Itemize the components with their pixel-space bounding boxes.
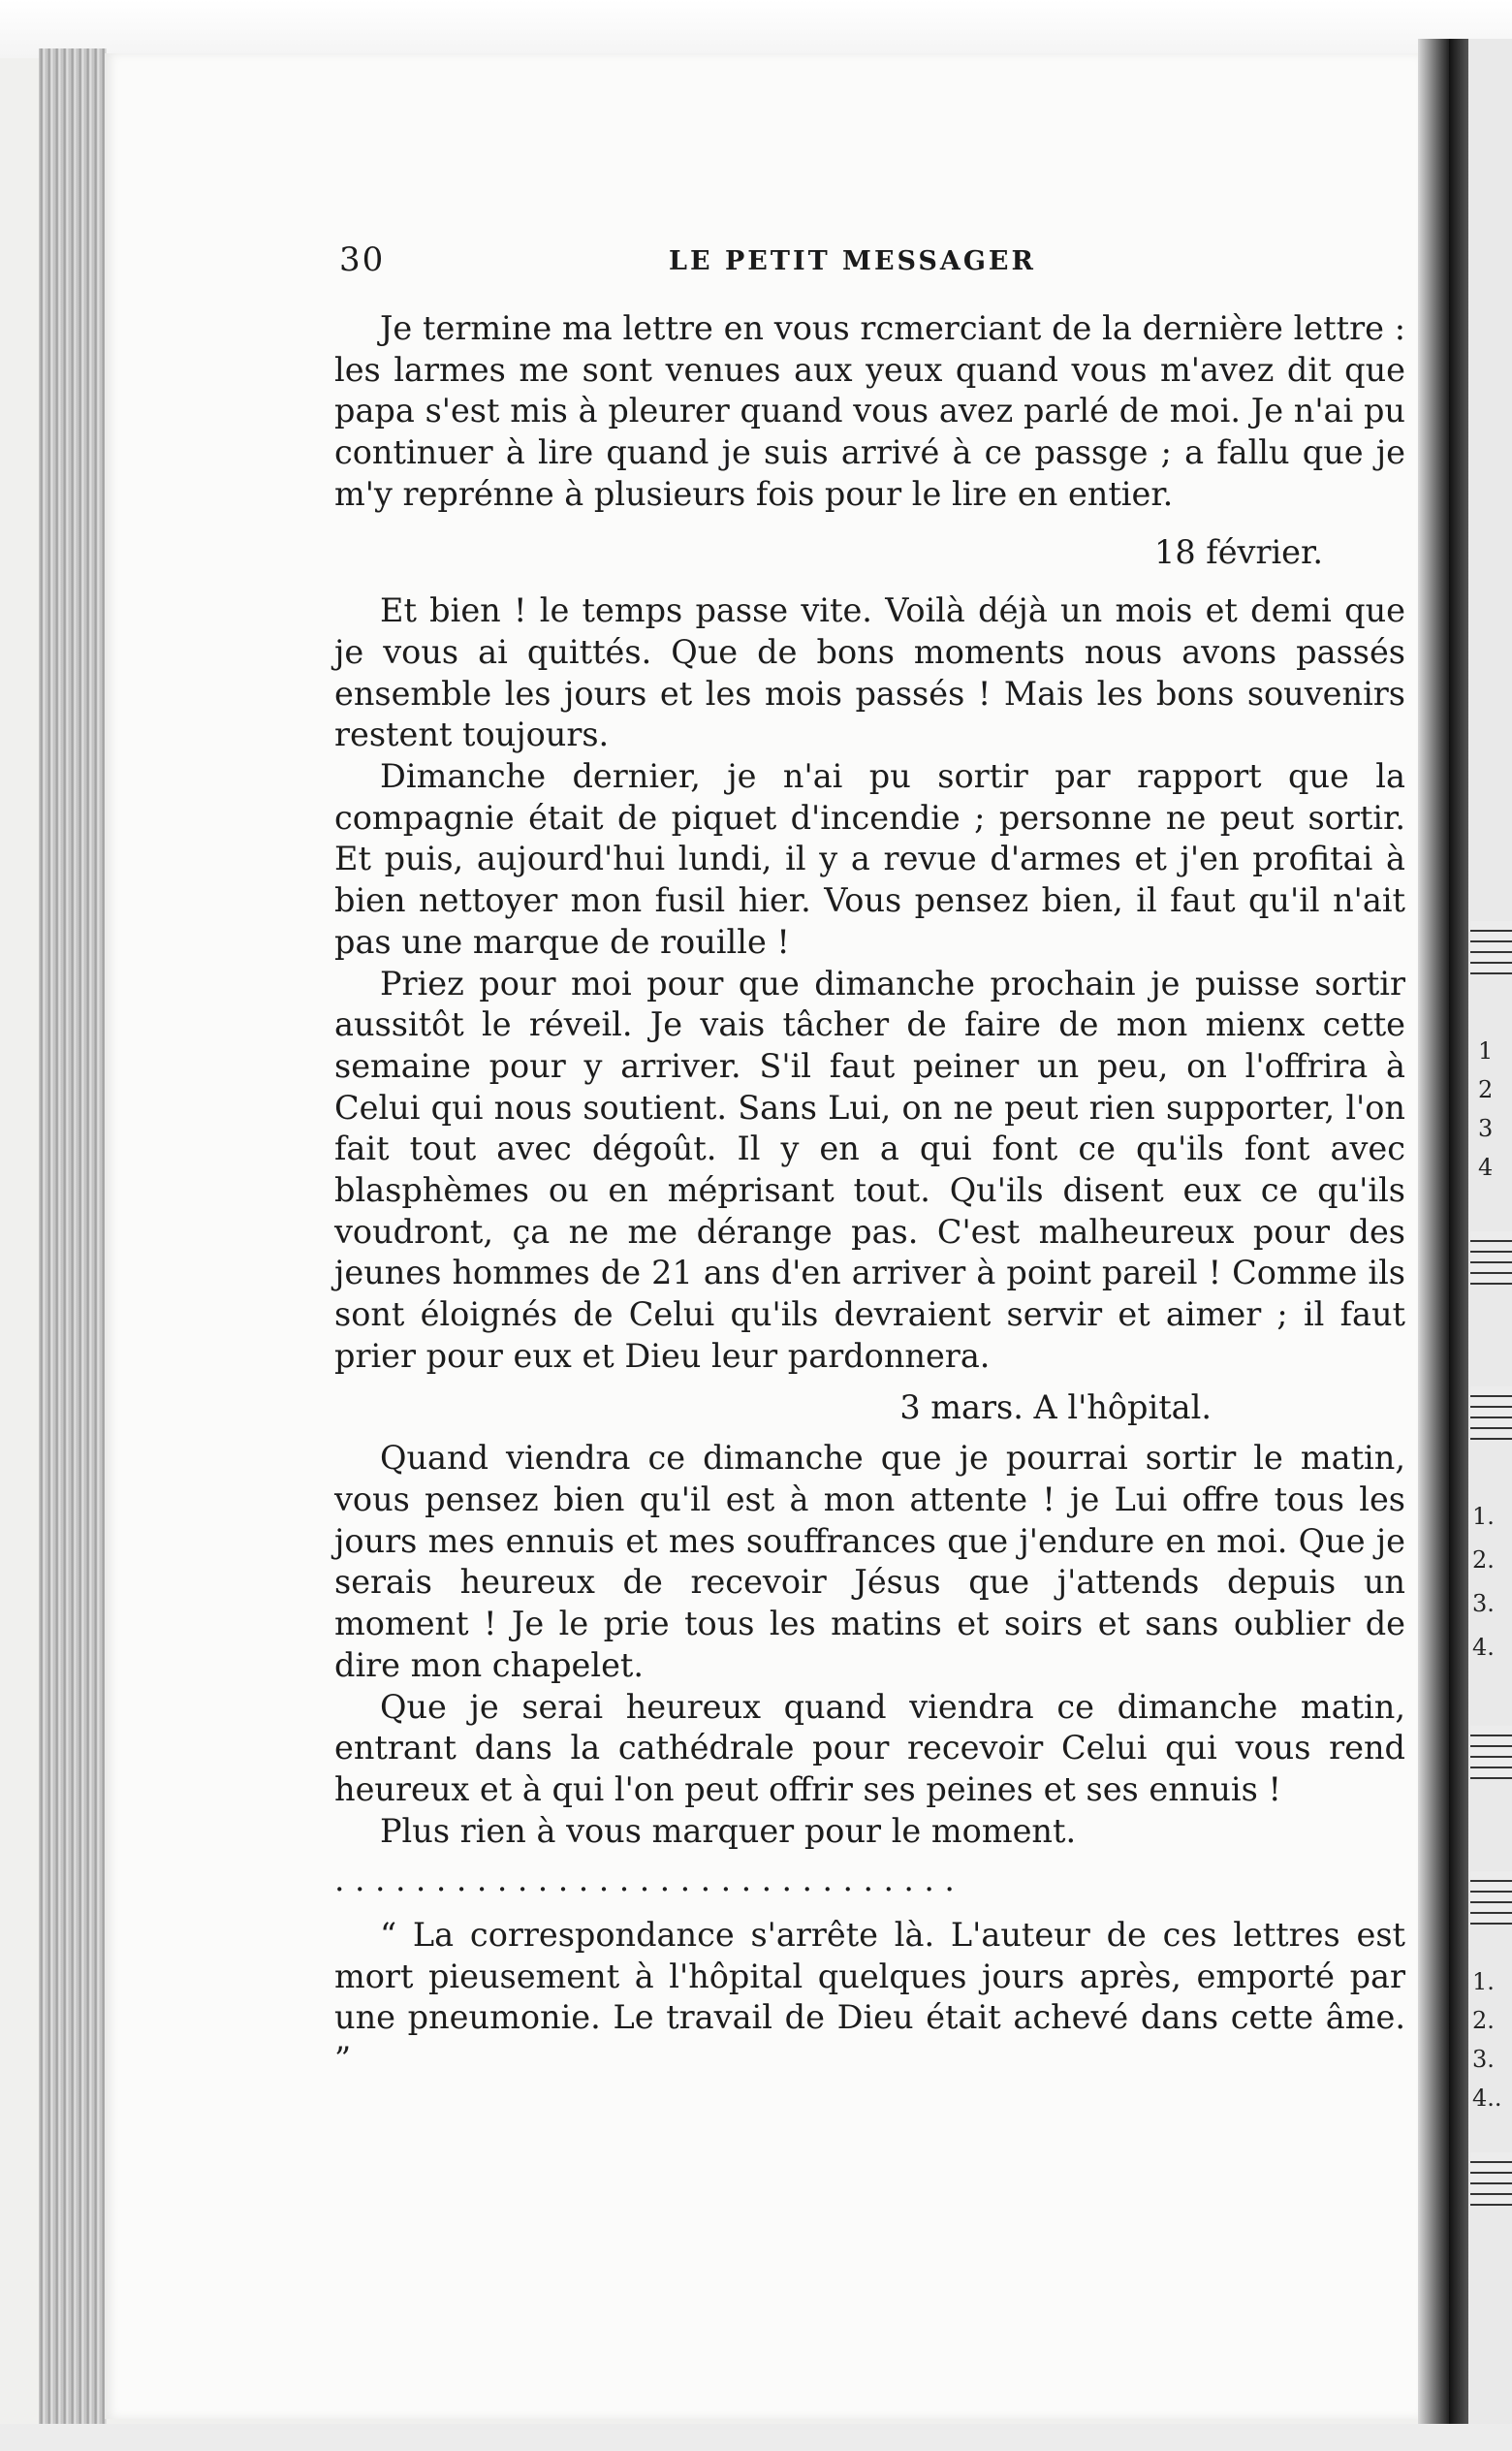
facing-mark: 1 bbox=[1478, 1037, 1494, 1065]
page-body bbox=[334, 308, 1405, 2081]
facing-mark: 3. bbox=[1472, 2046, 1495, 2073]
paragraph: Priez pour moi pour que dimanche prochain je puisse sortir aussitôt le réveil. Je vais tâcher de faire de mon mienx cette semaine pour y arriver. S'il faut peiner un peu, on l'offrira à Celui qui nous soutient. Sans Lui, on ne peut rien supporter, l'on fait tout avec dégoût. Il y en a qui font ce qu'ils font avec blasphèmes ou en méprisant tout. Qu'ils disent eux ce qu'ils voudront, ça ne me dérange pas. C'est malheureux pour des jeunes hommes de 21 ans d'en arriver à point pareil ! Comme ils sont éloignés de Celui qu'ils devraient servir et aimer ; il faut prier pour eux et Dieu leur pardonnera. bbox=[334, 964, 1405, 1375]
facing-mark: 1. bbox=[1472, 1503, 1495, 1530]
facing-shadow bbox=[1449, 39, 1468, 2451]
paragraph: Dimanche dernier, je n'ai pu sortir par rapport que la compagnie était de piquet d'incendie ; personne ne peut sortir. Et puis, aujourd'hui lundi, il y a revue d'armes et j'en profitai à bien nettoyer mon fusil hier. Vous pensez bien, il faut qu'il n'ait pas une marque de rouille ! bbox=[334, 757, 1405, 961]
paragraph: Que je serai heureux quand viendra ce dimanche matin, entrant dans la cathédrale pour recevoir Celui qui vous rend heureux et à qui l'on peut offrir ses peines et ses ennuis ! bbox=[334, 1687, 1405, 1808]
paragraph: Plus rien à vous marquer pour le moment. bbox=[380, 1811, 1077, 1850]
music-staff bbox=[1470, 1726, 1512, 1779]
paragraph: Je termine ma lettre en vous rcmerciant de la dernière lettre : les larmes me sont venues aux yeux quand vous m'avez dit que papa s'est mis à pleurer quand vous avez parlé de moi. Je n'ai pu continuer à lire quand je suis arrivé à ce passge ; a fallu que je m'y reprénne à plusieurs fois pour le lire en entier. bbox=[334, 309, 1405, 513]
facing-mark: 4. bbox=[1472, 1634, 1495, 1661]
book-gutter bbox=[1418, 39, 1449, 2443]
facing-mark: 2. bbox=[1472, 1546, 1495, 1574]
music-staff bbox=[1470, 921, 1512, 974]
scan-border-bottom bbox=[0, 2424, 1512, 2451]
music-staff bbox=[1470, 1871, 1512, 1925]
music-staff bbox=[1470, 2152, 1512, 2206]
running-title: LE PETIT MESSAGER bbox=[669, 246, 1036, 276]
page-header bbox=[339, 240, 1415, 287]
page-edge-leaves bbox=[39, 48, 107, 2424]
facing-page bbox=[1449, 39, 1512, 2451]
facing-mark: 3. bbox=[1472, 1590, 1495, 1617]
ellipsis-separator: . . . . . . . . . . . . . . . . . . . . . . . . . . . . . . . bbox=[334, 1861, 955, 1899]
paragraph: Quand viendra ce dimanche que je pourrai sortir le matin, vous pensez bien qu'il est à mon attente ! je Lui offre tous les jours mes ennuis et mes souffrances que j'endure en moi. Que je serais heureux de recevoir Jésus que j'attends depuis un moment ! Je le prie tous les matins et soirs et sans oublier de dire mon chapelet. bbox=[334, 1439, 1405, 1684]
facing-mark: 3 bbox=[1478, 1115, 1494, 1142]
music-staff bbox=[1470, 1386, 1512, 1440]
facing-mark: 1. bbox=[1472, 1968, 1495, 1995]
facing-mark: 2 bbox=[1478, 1076, 1494, 1103]
facing-mark: 4.. bbox=[1472, 2085, 1502, 2112]
closing-quote: “ La correspondance s'arrête là. L'auteur de ces lettres est mort pieusement à l'hôpital quelques jours après, emporté par une pneumonie. Le travail de Dieu était achevé dans cette âme. ” bbox=[334, 1916, 1405, 2079]
facing-mark: 4 bbox=[1478, 1154, 1494, 1181]
entry-date: 3 mars. A l'hôpital. bbox=[899, 1387, 1212, 1426]
page-number: 30 bbox=[339, 240, 386, 279]
scan-border-top bbox=[0, 0, 1512, 58]
music-staff bbox=[1470, 1231, 1512, 1285]
entry-date: 18 février. bbox=[1154, 532, 1323, 571]
paragraph: Et bien ! le temps passe vite. Voilà déjà un mois et demi que je vous ai quittés. Que de bons moments nous avons passés ensemble les jours et les mois passés ! Mais les bons souvenirs restent toujours. bbox=[334, 591, 1405, 754]
facing-mark: 2. bbox=[1472, 2007, 1495, 2034]
